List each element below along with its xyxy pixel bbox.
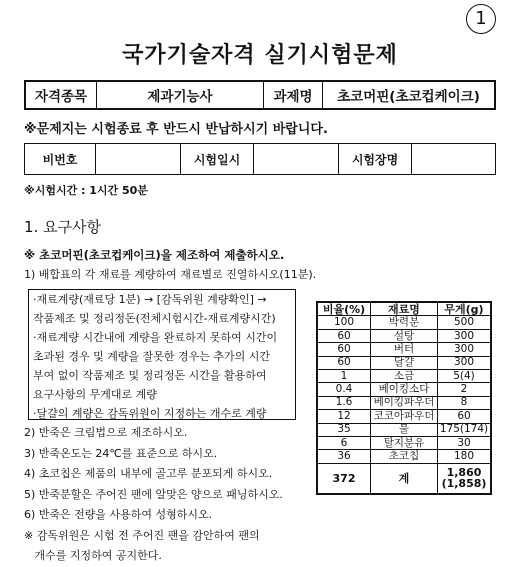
info-table [24, 143, 496, 175]
list-item: 5) 반죽분할은 주어진 팬에 알맞은 양으로 패닝하시오. [24, 487, 283, 501]
task-instruction: ※ 초코머핀(초코컵케이크)을 제조하여 제출하시오. [24, 248, 285, 262]
cell: 100 [317, 316, 371, 329]
task-label: 과제명 [264, 81, 323, 109]
cell: 5(4) [438, 370, 492, 383]
place-label: 시험장명 [339, 144, 412, 175]
return-notice: ※문제지는 시험종료 후 반드시 반납하시기 바랍니다. [24, 122, 328, 137]
total-weight-alt: (1,858) [441, 477, 487, 491]
cell: 설탕 [371, 329, 438, 342]
cell: 박력분 [371, 316, 438, 329]
cell: 180 [438, 450, 492, 463]
date-label: 시험일시 [181, 144, 254, 175]
cell: 0.4 [317, 383, 371, 396]
section-title: 1. 요구사항 [24, 218, 102, 236]
category-value: 제과기능사 [97, 81, 264, 109]
cell: 500 [438, 316, 492, 329]
cell: 탈지분유 [371, 436, 438, 449]
cell: 베이킹소다 [371, 383, 438, 396]
cell: 버터 [371, 343, 438, 356]
place-value [412, 144, 496, 175]
table-row [317, 329, 491, 342]
cell: 달걀 [371, 356, 438, 369]
cell: 초코칩 [371, 450, 438, 463]
id-label: 비번호 [25, 144, 96, 175]
page-number-badge: 1 [466, 4, 496, 34]
box-line: ·달걀의 계량은 감독위원이 지정하는 개수로 계량 [33, 407, 267, 420]
category-label: 자격종목 [25, 81, 97, 109]
box-line: 요구사항의 무게대로 계량 [33, 388, 157, 401]
list-item: 3) 반죽온도는 24℃를 표준으로 하시오. [24, 446, 218, 460]
cell: 12 [317, 410, 371, 423]
box-line: 초과된 경우 및 계량을 잘못한 경우는 추가의 시간 [33, 350, 270, 363]
total-ratio: 372 [317, 463, 371, 494]
item-1: 1) 배합표의 각 재료를 계량하여 재료별로 진열하시오(11분). [24, 268, 317, 281]
table-row [317, 383, 491, 396]
total-row [317, 463, 491, 494]
total-weight-main: 1,860 [446, 466, 482, 480]
table-row [317, 343, 491, 356]
box-line: ·재료계량 시간내에 계량을 완료하지 못하여 시간이 [33, 331, 278, 344]
cell: 300 [438, 356, 492, 369]
cell: 60 [438, 410, 492, 423]
page-title: 국가기술자격 실기시험문제 [122, 43, 398, 68]
list-item: 개수를 지정하여 공지한다. [24, 549, 162, 562]
cell: 8 [438, 396, 492, 409]
cell: 300 [438, 343, 492, 356]
cell: 36 [317, 450, 371, 463]
task-value: 초코머핀(초코컵케이크) [323, 81, 496, 109]
list-item: 4) 초코칩은 제품의 내부에 골고루 분포되게 하시오. [24, 467, 273, 480]
list-item: 6) 반죽은 전량을 사용하여 성형하시오. [24, 508, 213, 521]
header-ingredient: 재료명 [371, 302, 438, 316]
exam-time: ※시험시간 : 1시간 50분 [24, 184, 148, 197]
requirements-list [24, 423, 283, 567]
table-row [317, 396, 491, 409]
cell: 베이킹파우더 [371, 396, 438, 409]
cell: 6 [317, 436, 371, 449]
cell: 1.6 [317, 396, 371, 409]
cell: 35 [317, 423, 371, 436]
cell: 코코아파우더 [371, 410, 438, 423]
box-line: 작품제조 및 정리정돈(전체시험시간-재료계량시간) [33, 312, 276, 325]
header-ratio: 비율(%) [317, 302, 371, 316]
id-value [96, 144, 181, 175]
recipe-table [316, 301, 492, 495]
table-row [317, 356, 491, 369]
table-row [317, 450, 491, 463]
cell: 1 [317, 370, 371, 383]
cell: 소금 [371, 370, 438, 383]
box-line: ·재료계량(재료당 1분) → [감독위원 계량확인] → [33, 293, 267, 306]
header-weight: 무게(g) [438, 302, 492, 316]
list-item: 2) 반죽은 크림법으로 제조하시오. [24, 426, 188, 439]
table-row [317, 436, 491, 449]
cell: 175(174) [438, 423, 492, 436]
weighing-notes-box [28, 289, 296, 420]
box-line: 부여 없이 작품제조 및 정리정돈 시간을 활용하여 [33, 369, 267, 382]
header-table [24, 80, 496, 110]
cell: 60 [317, 329, 371, 342]
table-row [317, 316, 491, 329]
date-value [254, 144, 339, 175]
cell: 2 [438, 383, 492, 396]
list-item: ※ 감독위원은 시험 전 주어진 팬을 감안하여 팬의 [24, 528, 260, 542]
total-weight [438, 463, 492, 494]
table-row [317, 423, 491, 436]
total-label: 계 [371, 463, 438, 494]
cell: 60 [317, 343, 371, 356]
cell: 60 [317, 356, 371, 369]
cell: 30 [438, 436, 492, 449]
cell: 물 [371, 423, 438, 436]
cell: 300 [438, 329, 492, 342]
table-row [317, 370, 491, 383]
table-row [317, 410, 491, 423]
